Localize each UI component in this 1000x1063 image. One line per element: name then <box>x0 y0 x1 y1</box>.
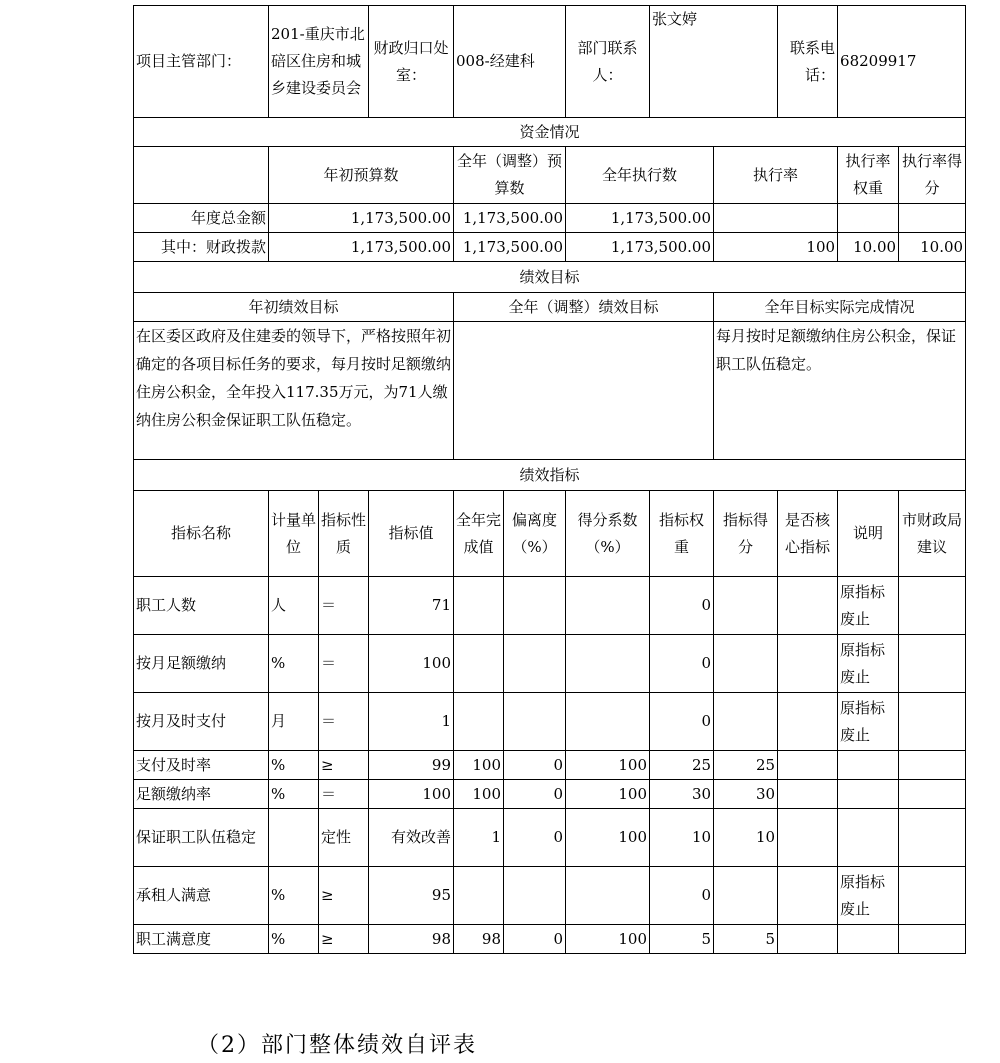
ind-value: 100 <box>369 780 454 809</box>
funds-row <box>134 233 966 262</box>
ind-weight: 0 <box>650 693 714 751</box>
ind-header-deviation: 偏离度（%） <box>504 491 566 577</box>
indicator-row <box>134 925 966 954</box>
indicator-row <box>134 780 966 809</box>
funds-initial: 1,173,500.00 <box>269 204 454 233</box>
funds-col-score: 执行率得分 <box>899 147 966 204</box>
goals-col-actual: 全年目标实际完成情况 <box>714 293 966 322</box>
ind-suggestion <box>899 867 966 925</box>
ind-note <box>838 809 899 867</box>
contact-label: 部门联系人： <box>566 6 650 118</box>
ind-score: 25 <box>714 751 778 780</box>
ind-core <box>778 693 838 751</box>
funds-col-rate: 执行率 <box>714 147 838 204</box>
ind-suggestion <box>899 635 966 693</box>
funds-row <box>134 204 966 233</box>
ind-unit: % <box>269 780 319 809</box>
funds-score <box>899 204 966 233</box>
ind-core <box>778 925 838 954</box>
ind-core <box>778 867 838 925</box>
ind-completed <box>454 577 504 635</box>
goals-header-row <box>134 293 966 322</box>
goals-col-initial: 年初绩效目标 <box>134 293 454 322</box>
ind-nature: ＝ <box>319 693 369 751</box>
funds-col-initial: 年初预算数 <box>269 147 454 204</box>
ind-value: 95 <box>369 867 454 925</box>
ind-core <box>778 780 838 809</box>
ind-value: 98 <box>369 925 454 954</box>
ind-score: 10 <box>714 809 778 867</box>
ind-score: 5 <box>714 925 778 954</box>
ind-completed: 98 <box>454 925 504 954</box>
indicator-row <box>134 751 966 780</box>
ind-nature: ＝ <box>319 635 369 693</box>
ind-coefficient: 100 <box>566 925 650 954</box>
ind-deviation: 0 <box>504 751 566 780</box>
dept-value: 201-重庆市北碚区住房和城乡建设委员会 <box>269 6 369 118</box>
ind-name: 保证职工队伍稳定 <box>134 809 269 867</box>
office-label: 财政归口处室： <box>369 6 454 118</box>
ind-core <box>778 577 838 635</box>
ind-header-coefficient: 得分系数（%） <box>566 491 650 577</box>
funds-initial: 1,173,500.00 <box>269 233 454 262</box>
ind-score <box>714 693 778 751</box>
ind-header-weight: 指标权重 <box>650 491 714 577</box>
ind-completed <box>454 693 504 751</box>
ind-value: 99 <box>369 751 454 780</box>
ind-completed: 100 <box>454 780 504 809</box>
funds-col-executed: 全年执行数 <box>566 147 714 204</box>
ind-header-nature: 指标性质 <box>319 491 369 577</box>
ind-coefficient <box>566 577 650 635</box>
ind-name: 职工满意度 <box>134 925 269 954</box>
ind-deviation: 0 <box>504 780 566 809</box>
ind-note: 原指标废止 <box>838 693 899 751</box>
ind-deviation <box>504 693 566 751</box>
ind-value: 有效改善 <box>369 809 454 867</box>
contact-value: 张文婷 <box>650 6 778 118</box>
ind-name: 按月足额缴纳 <box>134 635 269 693</box>
ind-core <box>778 751 838 780</box>
ind-unit: % <box>269 635 319 693</box>
funds-executed: 1,173,500.00 <box>566 204 714 233</box>
ind-note: 原指标废止 <box>838 577 899 635</box>
ind-deviation <box>504 867 566 925</box>
funds-row-label: 其中：财政拨款 <box>134 233 269 262</box>
phone-value: 68209917 <box>838 6 966 118</box>
ind-header-name: 指标名称 <box>134 491 269 577</box>
ind-note <box>838 925 899 954</box>
ind-value: 1 <box>369 693 454 751</box>
ind-value: 100 <box>369 635 454 693</box>
ind-unit: 月 <box>269 693 319 751</box>
ind-suggestion <box>899 577 966 635</box>
ind-deviation <box>504 635 566 693</box>
ind-nature: ≥ <box>319 751 369 780</box>
funds-header-row <box>134 147 966 204</box>
ind-weight: 30 <box>650 780 714 809</box>
ind-weight: 0 <box>650 577 714 635</box>
ind-header-core: 是否核心指标 <box>778 491 838 577</box>
ind-suggestion <box>899 693 966 751</box>
funds-col-weight: 执行率权重 <box>838 147 899 204</box>
ind-note: 原指标废止 <box>838 635 899 693</box>
ind-weight: 0 <box>650 867 714 925</box>
ind-name: 支付及时率 <box>134 751 269 780</box>
ind-coefficient <box>566 693 650 751</box>
ind-score <box>714 867 778 925</box>
ind-note <box>838 751 899 780</box>
funds-weight <box>838 204 899 233</box>
ind-deviation: 0 <box>504 925 566 954</box>
ind-completed <box>454 635 504 693</box>
ind-core <box>778 635 838 693</box>
funds-executed: 1,173,500.00 <box>566 233 714 262</box>
office-value: 008-经建科 <box>454 6 566 118</box>
ind-score <box>714 635 778 693</box>
ind-core <box>778 809 838 867</box>
ind-suggestion <box>899 751 966 780</box>
goals-col-adjusted: 全年（调整）绩效目标 <box>454 293 714 322</box>
ind-nature: 定性 <box>319 809 369 867</box>
ind-nature: ＝ <box>319 780 369 809</box>
ind-header-completed: 全年完成值 <box>454 491 504 577</box>
section-caption: （2）部门整体绩效自评表 <box>197 1033 477 1058</box>
ind-name: 职工人数 <box>134 577 269 635</box>
ind-unit <box>269 809 319 867</box>
goals-actual-text: 每月按时足额缴纳住房公积金，保证职工队伍稳定。 <box>714 322 966 460</box>
ind-header-unit: 计量单位 <box>269 491 319 577</box>
ind-suggestion <box>899 925 966 954</box>
ind-coefficient <box>566 635 650 693</box>
indicator-row <box>134 867 966 925</box>
ind-unit: % <box>269 925 319 954</box>
funds-section-title: 资金情况 <box>134 118 966 147</box>
ind-nature: ≥ <box>319 867 369 925</box>
ind-header-note: 说明 <box>838 491 899 577</box>
ind-name: 承租人满意 <box>134 867 269 925</box>
ind-weight: 5 <box>650 925 714 954</box>
funds-weight: 10.00 <box>838 233 899 262</box>
ind-nature: ≥ <box>319 925 369 954</box>
ind-score: 30 <box>714 780 778 809</box>
ind-header-suggestion: 市财政局建议 <box>899 491 966 577</box>
ind-completed: 1 <box>454 809 504 867</box>
ind-deviation: 0 <box>504 809 566 867</box>
header-row <box>134 6 966 118</box>
ind-coefficient: 100 <box>566 780 650 809</box>
goals-initial-text: 在区委区政府及住建委的领导下，严格按照年初确定的各项目标任务的要求，每月按时足额缴纳住房公积金，全年投入117.35万元，为71人缴纳住房公积金保证职工队伍稳定。 <box>134 322 454 460</box>
ind-completed <box>454 867 504 925</box>
phone-label: 联系电话： <box>778 6 838 118</box>
funds-col-adjusted: 全年（调整）预算数 <box>454 147 566 204</box>
goals-section-title: 绩效目标 <box>134 262 966 293</box>
ind-unit: % <box>269 751 319 780</box>
funds-row-label: 年度总金额 <box>134 204 269 233</box>
ind-header-score: 指标得分 <box>714 491 778 577</box>
ind-unit: 人 <box>269 577 319 635</box>
ind-name: 按月及时支付 <box>134 693 269 751</box>
indicator-row <box>134 635 966 693</box>
performance-table <box>133 5 966 954</box>
indicator-row <box>134 693 966 751</box>
ind-coefficient <box>566 867 650 925</box>
ind-unit: % <box>269 867 319 925</box>
goals-adjusted-text <box>454 322 714 460</box>
funds-rate <box>714 204 838 233</box>
ind-note <box>838 780 899 809</box>
ind-suggestion <box>899 809 966 867</box>
indicators-section-title: 绩效指标 <box>134 460 966 491</box>
ind-completed: 100 <box>454 751 504 780</box>
ind-coefficient: 100 <box>566 751 650 780</box>
ind-weight: 25 <box>650 751 714 780</box>
ind-note: 原指标废止 <box>838 867 899 925</box>
ind-deviation <box>504 577 566 635</box>
ind-name: 足额缴纳率 <box>134 780 269 809</box>
ind-nature: ＝ <box>319 577 369 635</box>
indicator-row <box>134 577 966 635</box>
ind-suggestion <box>899 780 966 809</box>
funds-score: 10.00 <box>899 233 966 262</box>
ind-value: 71 <box>369 577 454 635</box>
ind-weight: 10 <box>650 809 714 867</box>
ind-header-value: 指标值 <box>369 491 454 577</box>
funds-adjusted: 1,173,500.00 <box>454 233 566 262</box>
goals-content-row <box>134 322 966 460</box>
ind-score <box>714 577 778 635</box>
funds-rate: 100 <box>714 233 838 262</box>
indicators-header-row <box>134 491 966 577</box>
indicator-row <box>134 809 966 867</box>
funds-adjusted: 1,173,500.00 <box>454 204 566 233</box>
ind-weight: 0 <box>650 635 714 693</box>
funds-header-blank <box>134 147 269 204</box>
dept-label: 项目主管部门： <box>134 6 269 118</box>
ind-coefficient: 100 <box>566 809 650 867</box>
